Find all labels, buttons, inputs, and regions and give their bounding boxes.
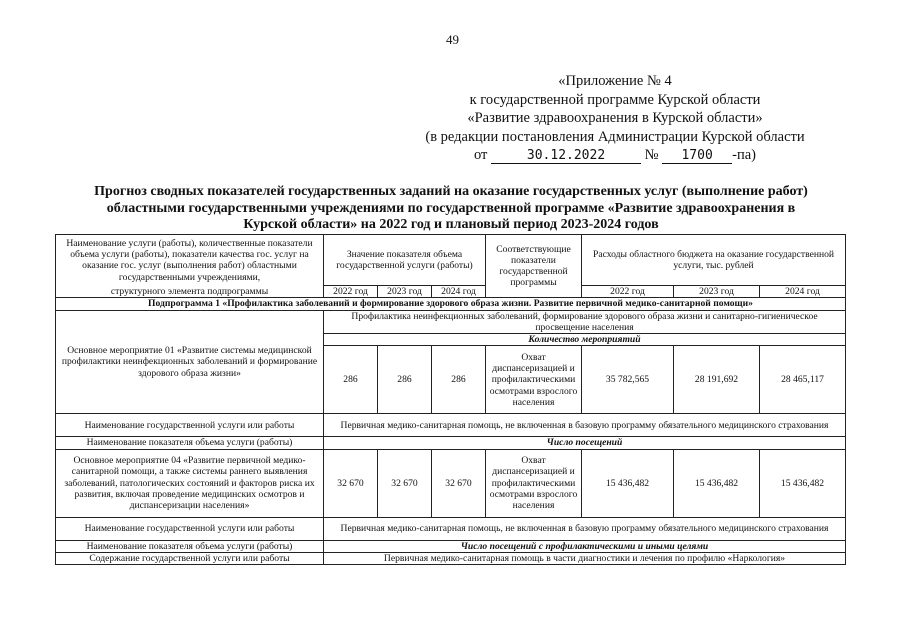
annex-date: 30.12.2022 [491,148,641,164]
block2-expense-2024: 15 436,482 [760,449,846,517]
annex-line-1: «Приложение № 4 [558,73,672,89]
indicator-label: Наименование показателя объема услуги (работы) [56,437,324,449]
indicator-value-2: Число посещений с профилактическими и иными целями [324,540,846,552]
service-label: Наименование государственной услуги или работы [56,414,324,437]
indicators-table [55,234,846,565]
block1-indicator: Количество мероприятий [324,334,846,346]
year-2022-expenses: 2022 год [582,286,674,298]
block2-name: Основное мероприятие 04 «Развитие первичной медико-санитарной помощи, а также системы раннего выявления заболеваний, патологических состояний и факторов риска их развития, включая проведение медицинских осмотров и диспансеризации населения» [56,449,324,517]
header-col-program: Соответствующие показатели государственной программы [486,235,582,298]
title-line-3: Курской области» на 2022 год и плановый период 2023-2024 годов [243,217,659,232]
annex-number-label: № [644,147,659,163]
annex-number: 1700 [662,148,732,164]
table-header-row [56,235,846,286]
block1-value-2023: 286 [378,346,432,414]
table-years-row [56,286,846,298]
block1-service: Профилактика неинфекционных заболеваний, формирование здорового образа жизни и санитарно-гигиеническое просвещение населения [324,310,846,334]
block2-value-2024: 32 670 [432,449,486,517]
block1-expense-2022: 35 782,565 [582,346,674,414]
title-line-2: областными государственными учреждениями по государственной программе «Развитие здравоохранения в [106,200,796,216]
block1-expense-2024: 28 465,117 [760,346,846,414]
annex-line-2: к государственной программе Курской области [469,91,761,108]
service-label-2: Наименование государственной услуги или работы [56,517,324,540]
annex-header [420,72,810,165]
service-value: Первичная медико-санитарная помощь, не включенная в базовую программу обязательного медицинского страхования [324,414,846,437]
content-label: Содержание государственной услуги или работы [56,553,324,565]
annex-line-4: (в редакции постановления Администрации Курской области [425,128,805,145]
year-2023-volume: 2023 год [378,286,432,298]
page-number: 49 [446,32,459,47]
annex-from-label: от [474,147,488,163]
year-2024-expenses: 2024 год [760,286,846,298]
block1-program-indicator: Охват диспансеризацией и профилактическими осмотрами взрослого населения [486,346,582,414]
title-line-1: Прогноз сводных показателей государственных заданий на оказание государственных услуг (выполнение работ) [94,184,808,199]
content-value: Первичная медико-санитарная помощь в части диагностики и лечения по профилю «Наркология» [324,553,846,565]
block2-value-2022: 32 670 [324,449,378,517]
indicator-row [56,437,846,449]
service-row-2 [56,517,846,540]
year-2022-volume: 2022 год [324,286,378,298]
subprogram-row [56,298,846,310]
year-2024-volume: 2024 год [432,286,486,298]
year-2023-expenses: 2023 год [674,286,760,298]
content-row [56,553,846,565]
header-col-volume: Значение показателя объема государственной услуги (работы) [324,235,486,286]
document-title [56,184,846,234]
block1-expense-2023: 28 191,692 [674,346,760,414]
block2-value-2023: 32 670 [378,449,432,517]
block1-value-2022: 286 [324,346,378,414]
indicator-row-2 [56,540,846,552]
annex-suffix: -па) [732,147,756,163]
block1-name: Основное мероприятие 01 «Развитие системы медицинской профилактики неинфекционных заболеваний и формирование здорового образа жизни» [56,310,324,414]
block2-values-row [56,449,846,517]
annex-line-5 [420,146,810,165]
block2-program-indicator: Охват диспансеризацией и профилактическими осмотрами взрослого населения [486,449,582,517]
header-col-expenses: Расходы областного бюджета на оказание государственной услуги, тыс. рублей [582,235,846,286]
block2-expense-2022: 15 436,482 [582,449,674,517]
indicator-value: Число посещений [324,437,846,449]
block2-expense-2023: 15 436,482 [674,449,760,517]
service-value-2: Первичная медико-санитарная помощь, не включенная в базовую программу обязательного медицинского страхования [324,517,846,540]
annex-line-3: «Развитие здравоохранения в Курской области» [467,110,763,126]
block1-value-2024: 286 [432,346,486,414]
indicator-label-2: Наименование показателя объема услуги (работы) [56,540,324,552]
header-col-name-tail: структурного элемента подпрограммы [56,286,324,298]
subprogram-title: Подпрограмма 1 «Профилактика заболеваний и формирование здорового образа жизни. Развитие первичной медико-санитарной помощи» [56,298,846,310]
block1-service-row [56,310,846,334]
header-col-name: Наименование услуги (работы), количественные показатели объема услуги (работы), показатели качества гос. услуг на оказание гос. услуг (выполнения работ) областными государственными учреждениями, [56,235,324,286]
service-row [56,414,846,437]
